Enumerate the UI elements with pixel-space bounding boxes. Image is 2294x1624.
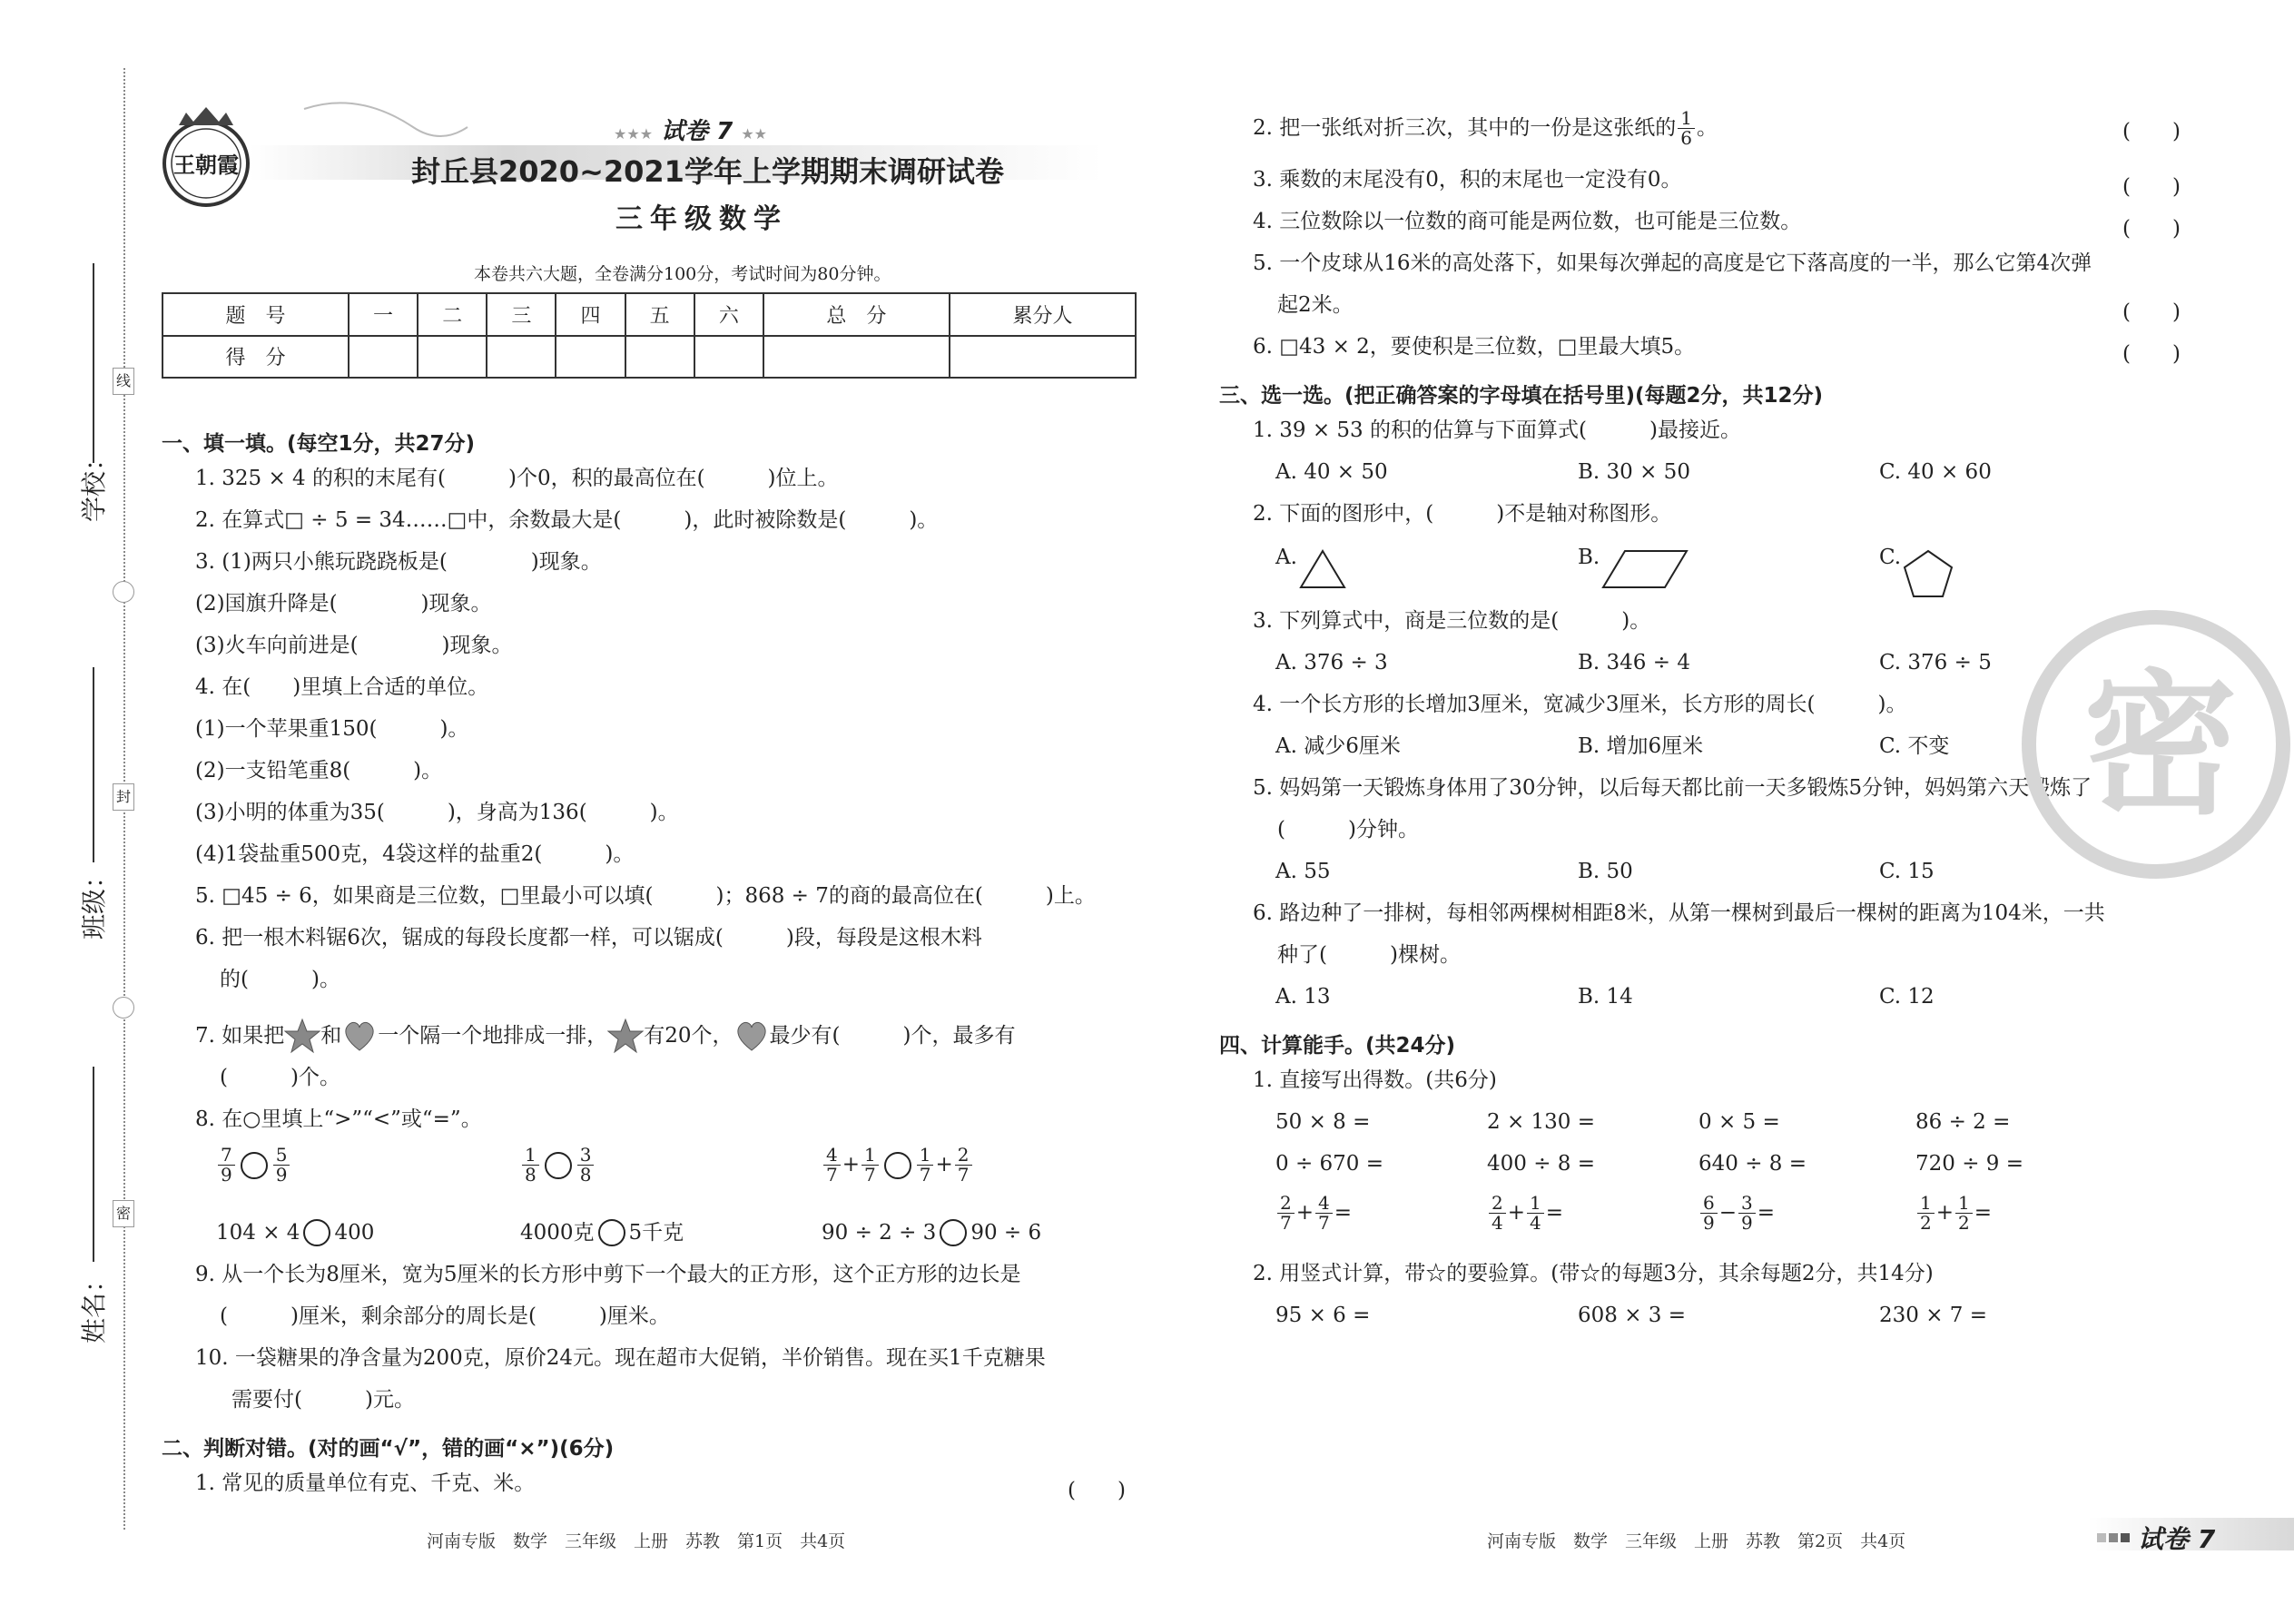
s2-q2-answer[interactable]: ( ) — [2122, 120, 2181, 143]
svg-text:密: 密 — [2082, 656, 2239, 836]
footer-left: 河南专版 数学 三年级 上册 苏教 第1页 共4页 — [427, 1531, 846, 1551]
s3-q2-opt-c[interactable]: C. — [1879, 547, 1955, 600]
q8-left: 104 × 4 — [216, 1220, 300, 1245]
compare-circle[interactable] — [884, 1152, 911, 1179]
s3-q3: 3. 下列算式中，商是三位数的是( )。 — [1253, 609, 1651, 633]
s1-q2: 2. 在算式□ ÷ 5 = 34……□中，余数最大是( )，此时被除数是( )。 — [195, 508, 939, 532]
s1-q7b: ( )个。 — [220, 1066, 340, 1089]
s1-q6b: 的( )。 — [220, 968, 340, 991]
name-label: 姓名： — [79, 1266, 109, 1343]
score-header-row — [162, 293, 1136, 336]
s1-q8-item4 — [216, 1219, 374, 1246]
score-value-row — [162, 336, 1136, 379]
s4-q1: 1. 直接写出得数。(共6分) — [1253, 1068, 1497, 1092]
s1-q4b: (2)一支铅笔重8( )。 — [195, 759, 443, 782]
score-input[interactable] — [950, 336, 1136, 379]
s3-q2-opt-b[interactable]: B. — [1578, 547, 1690, 591]
heart-icon — [733, 1018, 770, 1054]
calc-fraction-item: $\frac{2}{4}$ + $\frac{1}{4}$ = — [1487, 1194, 1563, 1233]
s3-q2: 2. 下面的图形中，( )不是轴对称图形。 — [1253, 502, 1672, 526]
score-cell: 三 — [487, 293, 556, 336]
calc-item: 86 ÷ 2 = — [1915, 1110, 2011, 1134]
class-label: 班级： — [79, 862, 109, 940]
section-3-title: 三、选一选。(把正确答案的字母填在括号里)(每题2分，共12分) — [1219, 384, 1824, 408]
footer-right: 河南专版 数学 三年级 上册 苏教 第2页 共4页 — [1487, 1531, 1906, 1551]
binding-mark-seal: 封 — [113, 783, 134, 811]
s1-q10a: 10. 一袋糖果的净含量为200克，原价24元。现在超市大促销，半价销售。现在买1千克糖果 — [195, 1346, 1046, 1370]
section-2-title: 二、判断对错。(对的画“√”，错的画“×”)(6分) — [162, 1437, 615, 1461]
s3-q1-opt-c[interactable]: C. 40 × 60 — [1879, 460, 1992, 484]
s2-q6-answer[interactable]: ( ) — [2122, 342, 2181, 366]
calc-item: 400 ÷ 8 = — [1487, 1152, 1596, 1176]
s1-q6a: 6. 把一根木料锯6次，锯成的每段长度都一样，可以锯成( )段，每段是这根木料 — [195, 926, 982, 950]
s1-q7-text: 7. 如果把 — [195, 1023, 285, 1048]
s2-q2: 2. 把一张纸对折三次，其中的一份是这张纸的 $\frac{1}{6}$ 。 — [1253, 107, 1718, 149]
q8-right: 400 — [334, 1220, 375, 1245]
pentagon-icon — [1901, 547, 1955, 600]
star-icon — [607, 1018, 644, 1054]
section-4-title: 四、计算能手。(共24分) — [1219, 1034, 1456, 1058]
name-field[interactable] — [93, 1067, 94, 1262]
calc-fraction-item: $\frac{2}{7}$ + $\frac{4}{7}$ = — [1275, 1194, 1352, 1233]
s1-q5: 5. □45 ÷ 6，如果商是三位数，□里最小可以填( )；868 ÷ 7的商的最高位在( )上。 — [195, 884, 1096, 908]
calc-item: 50 × 8 = — [1275, 1110, 1371, 1134]
q8-right: 90 ÷ 6 — [970, 1220, 1042, 1245]
footer-tag: 试卷 7 — [2138, 1524, 2216, 1554]
triangle-icon — [1297, 547, 1348, 591]
calc-item: 0 ÷ 670 = — [1275, 1152, 1384, 1176]
score-cell: 一 — [349, 293, 418, 336]
school-field[interactable] — [93, 263, 94, 463]
calc-item: 2 × 130 = — [1487, 1110, 1596, 1134]
calc-item: 608 × 3 = — [1578, 1304, 1687, 1327]
s3-q4-opt-c[interactable]: C. 不变 — [1879, 734, 1950, 758]
s3-q3-opt-b[interactable]: B. 346 ÷ 4 — [1578, 651, 1690, 674]
section-1-title: 一、填一填。(每空1分，共27分) — [162, 432, 476, 456]
s2-q3: 3. 乘数的末尾没有0，积的末尾也一定没有0。 — [1253, 168, 1682, 192]
footer-squares — [2097, 1529, 2130, 1546]
score-cell: 四 — [556, 293, 625, 336]
score-cell: 二 — [418, 293, 487, 336]
s3-q1-opt-a[interactable]: A. 40 × 50 — [1275, 460, 1388, 484]
calc-item: 95 × 6 = — [1275, 1304, 1371, 1327]
s2-q2-text: 2. 把一张纸对折三次，其中的一份是这张纸的 — [1253, 116, 1677, 140]
parallelogram-icon — [1600, 547, 1690, 591]
s1-q8: 8. 在○里填上“>”“<”或“=”。 — [195, 1107, 482, 1131]
exam-subtitle: 三年级数学 — [615, 203, 788, 235]
s3-q6a: 6. 路边种了一排树，每相邻两棵树相距8米，从第一棵树到最后一棵树的距离为104米，一共 — [1253, 901, 2105, 925]
s3-q5-opt-c[interactable]: C. 15 — [1879, 860, 1935, 883]
s3-q3-opt-a[interactable]: A. 376 ÷ 3 — [1275, 651, 1388, 674]
score-cell: 题 号 — [162, 293, 349, 336]
score-table — [162, 292, 1137, 379]
s3-q5a: 5. 妈妈第一天锻炼身体用了30分钟，以后每天都比前一天多锻炼5分钟，妈妈第六天锻炼了 — [1253, 776, 2092, 800]
s3-q1-opt-b[interactable]: B. 30 × 50 — [1578, 460, 1690, 484]
s1-q9a: 9. 从一个长为8厘米，宽为5厘米的长方形中剪下一个最大的正方形，这个正方形的边长是 — [195, 1263, 1021, 1286]
s1-q8-item1: $\frac{7}{9}$ $\frac{5}{9}$ — [216, 1146, 291, 1185]
score-input[interactable] — [625, 336, 694, 379]
s2-q5a: 5. 一个皮球从16米的高处落下，如果每次弹起的高度是它下落高度的一半，那么它第4次弹 — [1253, 251, 2092, 275]
binding-hole — [113, 997, 134, 1019]
s1-q3b: (2)国旗升降是( )现象。 — [195, 592, 492, 615]
calc-item: 640 ÷ 8 = — [1698, 1152, 1807, 1176]
s1-q3a: 3. (1)两只小熊玩跷跷板是( )现象。 — [195, 550, 602, 574]
s3-q6-opt-c[interactable]: C. 12 — [1879, 985, 1935, 1009]
score-cell: 六 — [694, 293, 763, 336]
svg-text:王朝霞: 王朝霞 — [173, 152, 239, 178]
score-input[interactable] — [349, 336, 418, 379]
class-field[interactable] — [93, 667, 94, 862]
s1-q10b: 需要付( )元。 — [231, 1388, 415, 1412]
s3-q5-opt-b[interactable]: B. 50 — [1578, 860, 1633, 883]
q8-left: 90 ÷ 2 ÷ 3 — [822, 1220, 937, 1245]
s3-q6b: 种了( )棵树。 — [1277, 943, 1461, 967]
exam-title: 封丘县2020~2021学年上学期期末调研试卷 — [411, 154, 1004, 189]
compare-circle[interactable] — [940, 1219, 967, 1246]
s1-q8-item5 — [520, 1219, 684, 1246]
score-input[interactable] — [694, 336, 763, 379]
s3-q6-opt-b[interactable]: B. 14 — [1578, 985, 1633, 1009]
calc-fraction-item: $\frac{1}{2}$ + $\frac{1}{2}$ = — [1915, 1194, 1992, 1233]
s2-q6: 6. □43 × 2，要使积是三位数，□里最大填5。 — [1253, 335, 1696, 359]
s1-q8-item2: $\frac{1}{8}$ $\frac{3}{8}$ — [520, 1146, 596, 1185]
s1-q4c: (3)小明的体重为35( )，身高为136( )。 — [195, 801, 679, 824]
s3-q4: 4. 一个长方形的长增加3厘米，宽减少3厘米，长方形的周长( )。 — [1253, 693, 1907, 716]
score-cell: 得 分 — [162, 336, 349, 379]
score-input[interactable] — [418, 336, 487, 379]
score-cell: 五 — [625, 293, 694, 336]
s1-q7-text: 有20个， — [644, 1023, 733, 1048]
s1-q3c: (3)火车向前进是( )现象。 — [195, 634, 513, 657]
s3-q4-opt-a[interactable]: A. 减少6厘米 — [1275, 734, 1401, 758]
s3-q4-opt-b[interactable]: B. 增加6厘米 — [1578, 734, 1704, 758]
star-icon — [284, 1018, 320, 1054]
s2-q1: 1. 常见的质量单位有克、千克、米。 — [195, 1471, 536, 1495]
q8-left: 4000克 — [520, 1220, 595, 1245]
s1-q7-text: 一个隔一个地排成一排， — [378, 1023, 608, 1048]
calc-fraction-item: $\frac{6}{9}$ − $\frac{3}{9}$ = — [1698, 1194, 1775, 1233]
s1-q4a: (1)一个苹果重150( )。 — [195, 717, 469, 741]
s2-q5b: 起2米。 — [1277, 293, 1354, 317]
binding-mark-line: 线 — [113, 368, 134, 395]
score-input[interactable] — [487, 336, 556, 379]
exam-note: 本卷共六大题，全卷满分100分，考试时间为80分钟。 — [474, 264, 891, 284]
s3-q2-opt-a[interactable]: A. — [1275, 547, 1348, 591]
secret-watermark — [2020, 608, 2292, 881]
s4-q2: 2. 用竖式计算，带☆的要验算。(带☆的每题3分，其余每题2分，共14分) — [1253, 1262, 1934, 1285]
heart-icon — [341, 1018, 378, 1054]
s1-q9b: ( )厘米，剩余部分的周长是( )厘米。 — [220, 1304, 670, 1328]
s3-q3-opt-c[interactable]: C. 376 ÷ 5 — [1879, 651, 1992, 674]
s1-q7a — [195, 1018, 1016, 1054]
s2-q5-answer[interactable]: ( ) — [2122, 300, 2181, 324]
binding-mark-secret: 密 — [113, 1200, 134, 1227]
school-label: 学校： — [79, 445, 109, 522]
q8-right: 5千克 — [628, 1220, 684, 1245]
s3-q6-opt-a[interactable]: A. 13 — [1275, 985, 1331, 1009]
s3-q1: 1. 39 × 53 的积的估算与下面算式( )最接近。 — [1253, 418, 1741, 442]
s1-q8-item3: $\frac{4}{7}$ + $\frac{1}{7}$ $\frac{1}{7}$ + $\frac{2}{7}$ — [822, 1146, 974, 1185]
compare-circle[interactable] — [241, 1152, 268, 1179]
s3-q5-opt-a[interactable]: A. 55 — [1275, 860, 1331, 883]
score-input[interactable] — [763, 336, 950, 379]
calc-item: 0 × 5 = — [1698, 1110, 1780, 1134]
compare-circle[interactable] — [545, 1152, 572, 1179]
s2-q3-answer[interactable]: ( ) — [2122, 175, 2181, 199]
score-cell: 总 分 — [763, 293, 950, 336]
s1-q4d: (4)1袋盐重500克，4袋这样的盐重2( )。 — [195, 842, 635, 866]
compare-circle[interactable] — [598, 1219, 625, 1246]
score-cell: 累分人 — [950, 293, 1136, 336]
s1-q7-text: 和 — [320, 1023, 342, 1048]
compare-circle[interactable] — [303, 1219, 330, 1246]
s1-q8-item6 — [822, 1219, 1041, 1246]
s1-q1: 1. 325 × 4 的积的末尾有( )个0，积的最高位在( )位上。 — [195, 467, 839, 490]
s2-q1-answer[interactable]: ( ) — [1068, 1479, 1126, 1502]
calc-item: 230 × 7 = — [1879, 1304, 1988, 1327]
binding-hole — [113, 581, 134, 603]
s1-q4: 4. 在( )里填上合适的单位。 — [195, 675, 489, 699]
s2-q2-end: 。 — [1697, 116, 1718, 140]
s1-q7-text: 最少有( )个，最多有 — [769, 1023, 1016, 1048]
s3-q5b: ( )分钟。 — [1277, 818, 1419, 842]
s2-q4: 4. 三位数除以一位数的商可能是两位数，也可能是三位数。 — [1253, 210, 1802, 233]
brand-logo — [156, 100, 256, 218]
s2-q4-answer[interactable]: ( ) — [2122, 217, 2181, 241]
score-input[interactable] — [556, 336, 625, 379]
calc-item: 720 ÷ 9 = — [1915, 1152, 2024, 1176]
exam-badge: ★★★ 试卷 7 ★★ — [614, 118, 767, 145]
